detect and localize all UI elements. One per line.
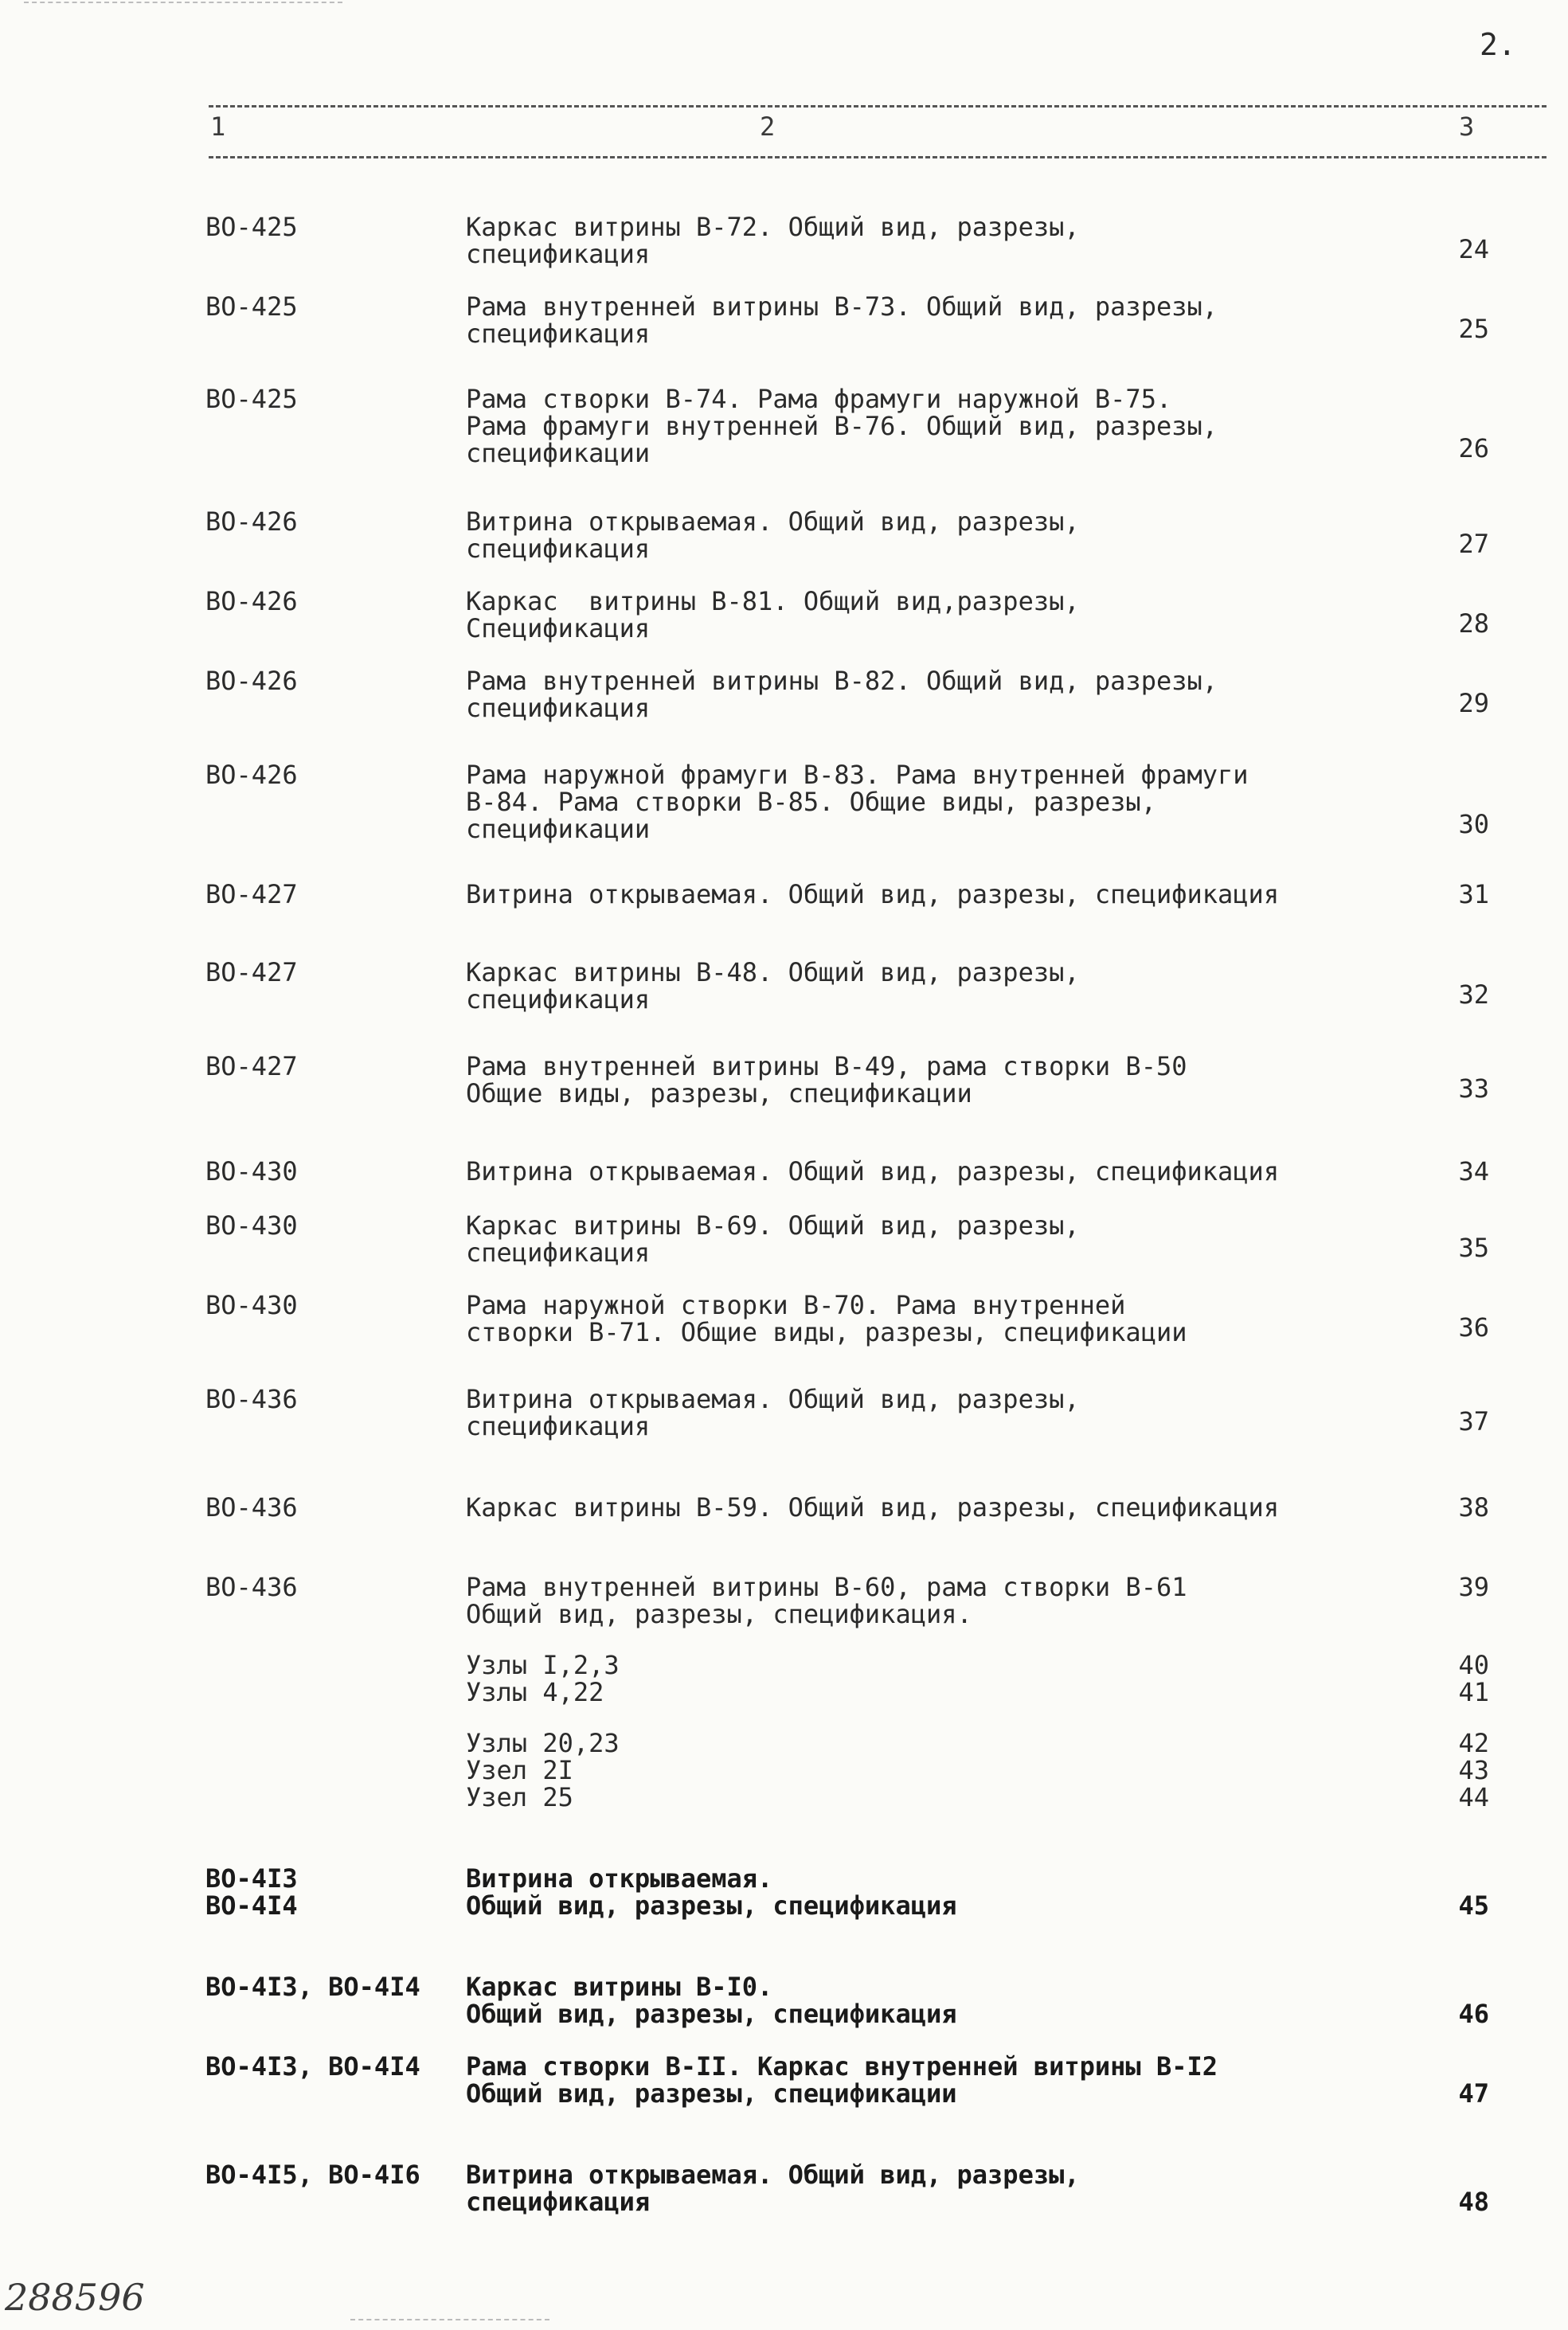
sheet-code-line: ВО-436	[205, 1572, 298, 1602]
sheet-description	[466, 1158, 1366, 1185]
sheet-description	[466, 1757, 1366, 1784]
description-line: Рама наружной створки В-70. Рама внутренней	[466, 1290, 1126, 1320]
sheet-code-line: ВО-4I5, ВО-4I6	[205, 2160, 420, 2190]
sheet-code	[205, 293, 298, 320]
sheet-code-line: ВО-427	[205, 879, 298, 909]
description-line: В-84. Рама створки В-85. Общие виды, разрезы,	[466, 787, 1156, 817]
sheet-code-line: ВО-430	[205, 1210, 298, 1241]
sheet-number: 46	[1458, 1999, 1489, 2029]
sheet-code	[205, 213, 298, 240]
sheet-number: 36	[1458, 1312, 1489, 1343]
sheet-number: 34	[1458, 1156, 1489, 1187]
sheet-code-line: ВО-425	[205, 291, 298, 322]
description-line: спецификация	[466, 534, 651, 564]
sheet-description	[466, 1865, 1366, 1919]
sheet-code	[205, 667, 298, 694]
description-line: Рама фрамуги внутренней В-76. Общий вид, разрезы,	[466, 411, 1218, 441]
sheet-description	[466, 2161, 1366, 2215]
sheet-description	[466, 2053, 1366, 2107]
sheet-description	[466, 1386, 1366, 1440]
sheet-code-line: ВО-426	[205, 586, 298, 616]
sheet-code	[205, 1053, 298, 1080]
column-header-1: 1	[210, 111, 226, 142]
sheet-number: 48	[1458, 2187, 1489, 2217]
sheet-code-line: ВО-4I3, ВО-4I4	[205, 1972, 420, 2002]
description-line: Каркас витрины В-72. Общий вид, разрезы,	[466, 212, 1080, 242]
sheet-number: 37	[1458, 1406, 1489, 1437]
sheet-code	[205, 1973, 420, 2000]
description-line: Рама створки В-II. Каркас внутренней витрины В-I2	[466, 2051, 1218, 2082]
description-line: Узлы I,2,3	[466, 1650, 620, 1680]
description-line: спецификации	[466, 814, 651, 844]
description-line: Спецификация	[466, 613, 651, 643]
description-line: спецификация	[466, 693, 651, 723]
sheet-code-line: ВО-4I3	[205, 1863, 298, 1894]
description-line: Витрина открываемая.	[466, 1863, 773, 1894]
sheet-description	[466, 1679, 1366, 1706]
description-line: Узлы 20,23	[466, 1728, 620, 1758]
description-line: Общий вид, разрезы, спецификации	[466, 2078, 957, 2109]
sheet-description	[466, 1212, 1366, 1266]
description-line: Витрина открываемая. Общий вид, разрезы,	[466, 506, 1080, 537]
description-line: спецификации	[466, 438, 651, 468]
sheet-number: 39	[1458, 1572, 1489, 1602]
sheet-description	[466, 1730, 1366, 1757]
sheet-description	[466, 213, 1366, 268]
column-header-2: 2	[760, 111, 776, 142]
sheet-number: 43	[1458, 1755, 1489, 1785]
description-line: спецификация	[466, 1411, 651, 1441]
description-line: спецификация	[466, 1237, 651, 1268]
sheet-code	[205, 2161, 420, 2188]
sheet-number: 27	[1458, 529, 1489, 559]
description-line: Рама наружной фрамуги В-83. Рама внутренней фрамуги	[466, 760, 1249, 790]
bottom-margin-mark	[350, 2319, 549, 2320]
sheet-code	[205, 959, 298, 986]
sheet-code-line: ВО-425	[205, 384, 298, 414]
page-number: 2.	[1480, 27, 1516, 62]
description-line: Рама внутренней витрины В-49, рама створки В-50	[466, 1051, 1187, 1081]
sheet-number: 44	[1458, 1782, 1489, 1812]
sheet-description	[466, 293, 1366, 347]
top-margin-mark	[24, 2, 342, 6]
description-line: Общий вид, разрезы, спецификация	[466, 1890, 957, 1921]
description-line: Рама внутренней витрины В-82. Общий вид, разрезы,	[466, 666, 1218, 696]
sheet-code	[205, 1865, 298, 1919]
header-rule-bottom	[209, 156, 1546, 158]
sheet-code	[205, 761, 298, 788]
sheet-number: 45	[1458, 1890, 1489, 1921]
sheet-number: 24	[1458, 234, 1489, 264]
description-line: спецификация	[466, 239, 651, 269]
sheet-code	[205, 1158, 298, 1185]
sheet-description	[466, 1973, 1366, 2027]
sheet-number: 30	[1458, 809, 1489, 839]
sheet-description	[466, 667, 1366, 721]
sheet-number: 40	[1458, 1650, 1489, 1680]
sheet-code-line: ВО-4I4	[205, 1890, 298, 1921]
sheet-code	[205, 1574, 298, 1601]
sheet-description	[466, 1053, 1366, 1107]
description-line: Узел 2I	[466, 1755, 573, 1785]
description-line: Рама внутренней витрины В-73. Общий вид, разрезы,	[466, 291, 1218, 322]
sheet-code-line: ВО-430	[205, 1156, 298, 1187]
description-line: Каркас витрины В-69. Общий вид, разрезы,	[466, 1210, 1080, 1241]
description-line: Каркас витрины В-48. Общий вид, разрезы,	[466, 957, 1080, 987]
description-line: Общий вид, разрезы, спецификация	[466, 1999, 957, 2029]
description-line: Общий вид, разрезы, спецификация.	[466, 1599, 972, 1629]
sheet-number: 32	[1458, 979, 1489, 1010]
sheet-code-line: ВО-427	[205, 957, 298, 987]
sheet-code	[205, 508, 298, 535]
sheet-description	[466, 881, 1366, 908]
description-line: Витрина открываемая. Общий вид, разрезы, спецификация	[466, 1156, 1280, 1187]
sheet-code	[205, 385, 298, 412]
sheet-number: 26	[1458, 433, 1489, 463]
sheet-code	[205, 1292, 298, 1319]
sheet-code-line: ВО-425	[205, 212, 298, 242]
sheet-code-line: ВО-426	[205, 666, 298, 696]
sheet-code-line: ВО-430	[205, 1290, 298, 1320]
description-line: Витрина открываемая. Общий вид, разрезы,	[466, 2160, 1080, 2190]
sheet-number: 25	[1458, 314, 1489, 344]
sheet-description	[466, 959, 1366, 1013]
description-line: створки В-71. Общие виды, разрезы, спецификации	[466, 1317, 1187, 1347]
sheet-number: 42	[1458, 1728, 1489, 1758]
sheet-description	[466, 1494, 1366, 1521]
sheet-code	[205, 588, 298, 615]
sheet-code-line: ВО-4I3, ВО-4I4	[205, 2051, 420, 2082]
sheet-code-line: ВО-436	[205, 1492, 298, 1523]
sheet-code	[205, 1212, 298, 1239]
handwritten-note: 288596	[5, 2276, 145, 2319]
sheet-number: 38	[1458, 1492, 1489, 1523]
description-line: спецификация	[466, 984, 651, 1014]
sheet-code	[205, 1494, 298, 1521]
sheet-code-line: ВО-426	[205, 760, 298, 790]
sheet-number: 47	[1458, 2078, 1489, 2109]
sheet-number: 29	[1458, 688, 1489, 718]
sheet-description	[466, 385, 1366, 467]
description-line: Узлы 4,22	[466, 1677, 604, 1707]
sheet-number: 31	[1458, 879, 1489, 909]
sheet-code	[205, 2053, 420, 2080]
sheet-description	[466, 588, 1366, 642]
sheet-description	[466, 1652, 1366, 1679]
sheet-code	[205, 1386, 298, 1413]
column-header-3: 3	[1459, 111, 1475, 142]
description-line: Каркас витрины В-I0.	[466, 1972, 773, 2002]
description-line: Каркас витрины В-81. Общий вид,разрезы,	[466, 586, 1080, 616]
sheet-description	[466, 508, 1366, 562]
description-line: Каркас витрины В-59. Общий вид, разрезы, спецификация	[466, 1492, 1280, 1523]
sheet-number: 35	[1458, 1233, 1489, 1263]
description-line: Витрина открываемая. Общий вид, разрезы, спецификация	[466, 879, 1280, 909]
sheet-number: 28	[1458, 608, 1489, 639]
description-line: Общие виды, разрезы, спецификации	[466, 1078, 972, 1108]
description-line: спецификация	[466, 2187, 651, 2217]
description-line: спецификация	[466, 319, 651, 349]
header-rule-top	[209, 105, 1546, 108]
description-line: Рама створки В-74. Рама фрамуги наружной В-75.	[466, 384, 1172, 414]
sheet-code-line: ВО-427	[205, 1051, 298, 1081]
description-line: Рама внутренней витрины В-60, рама створки В-61	[466, 1572, 1187, 1602]
sheet-code-line: ВО-436	[205, 1384, 298, 1414]
sheet-code-line: ВО-426	[205, 506, 298, 537]
sheet-description	[466, 1292, 1366, 1346]
sheet-number: 41	[1458, 1677, 1489, 1707]
sheet-description	[466, 1784, 1366, 1811]
sheet-description	[466, 1574, 1366, 1628]
sheet-description	[466, 761, 1366, 842]
sheet-code	[205, 881, 298, 908]
sheet-number: 33	[1458, 1073, 1489, 1104]
description-line: Узел 25	[466, 1782, 573, 1812]
description-line: Витрина открываемая. Общий вид, разрезы,	[466, 1384, 1080, 1414]
